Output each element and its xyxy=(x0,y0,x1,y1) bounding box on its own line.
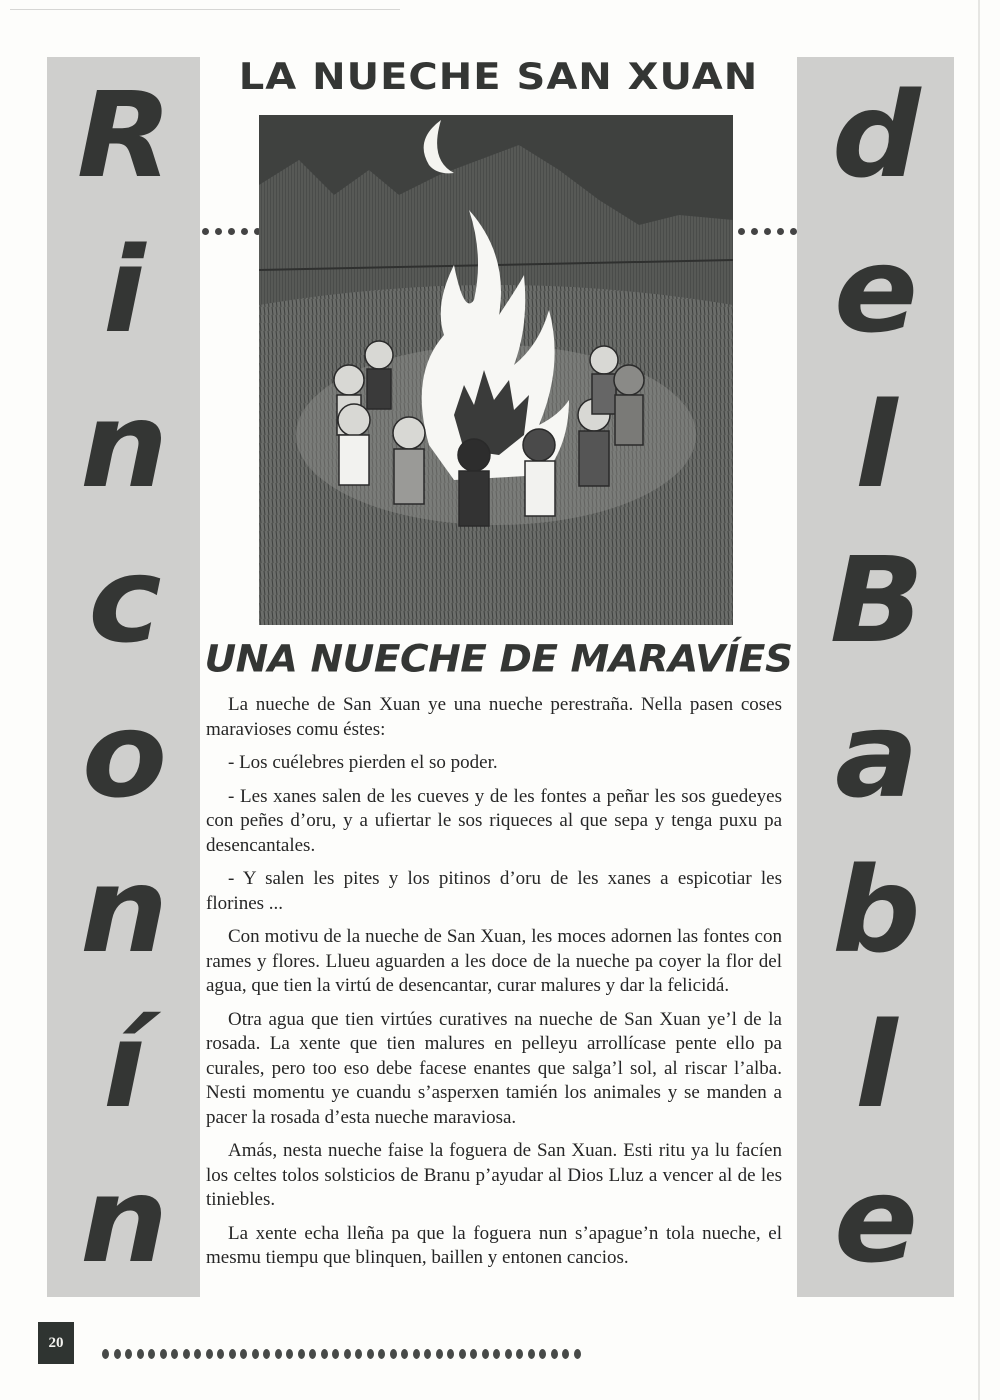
dot xyxy=(137,1349,144,1359)
dot xyxy=(321,1349,328,1359)
top-rule xyxy=(10,9,400,10)
side-column-right xyxy=(797,57,954,1297)
dot xyxy=(470,1349,477,1359)
dot xyxy=(790,228,797,235)
side-letter: e xyxy=(834,1150,917,1289)
dot xyxy=(447,1349,454,1359)
side-letter: n xyxy=(80,375,167,514)
dot xyxy=(183,1349,190,1359)
dot xyxy=(114,1349,121,1359)
page-edge xyxy=(978,0,980,1400)
dot xyxy=(275,1349,282,1359)
dot xyxy=(148,1349,155,1359)
dot xyxy=(413,1349,420,1359)
dot-divider-right xyxy=(738,228,797,235)
dot xyxy=(332,1349,339,1359)
bonfire-illustration xyxy=(259,115,733,625)
dot xyxy=(738,228,745,235)
dot xyxy=(206,1349,213,1359)
side-letter: B xyxy=(829,530,922,669)
side-letter: c xyxy=(87,530,160,669)
dot xyxy=(286,1349,293,1359)
dot xyxy=(217,1349,224,1359)
dot xyxy=(528,1349,535,1359)
side-letter: i xyxy=(103,220,144,359)
page-number: 20 xyxy=(38,1322,74,1364)
dot xyxy=(309,1349,316,1359)
dot xyxy=(493,1349,500,1359)
dot xyxy=(215,228,222,235)
footer-dot-row xyxy=(102,1349,581,1359)
dot xyxy=(764,228,771,235)
dot xyxy=(241,228,248,235)
dot xyxy=(390,1349,397,1359)
dot xyxy=(482,1349,489,1359)
side-letter: a xyxy=(834,685,917,824)
dot xyxy=(401,1349,408,1359)
side-letter: n xyxy=(80,1150,167,1289)
dot xyxy=(777,228,784,235)
dot xyxy=(424,1349,431,1359)
side-letter: l xyxy=(855,995,896,1134)
side-letter: o xyxy=(81,685,166,824)
dot xyxy=(125,1349,132,1359)
side-column-left xyxy=(47,57,200,1297)
paragraph: La nueche de San Xuan ye una nueche perestraña. Nella pasen coses maravioses comu éstes: xyxy=(206,694,782,740)
dot xyxy=(202,228,209,235)
dot xyxy=(102,1349,109,1359)
dot xyxy=(171,1349,178,1359)
article-body xyxy=(206,693,782,1280)
paragraph: La xente echa lleña pa que la foguera nun s’apague’n tola nueche, el mesmu tiempu que blinquen, baillen y entonen cancios. xyxy=(206,1222,782,1268)
dot xyxy=(344,1349,351,1359)
dot xyxy=(459,1349,466,1359)
side-letter: í xyxy=(103,995,144,1134)
dot-divider-left xyxy=(202,228,261,235)
dot xyxy=(252,1349,259,1359)
side-letter: l xyxy=(855,375,896,514)
dot xyxy=(367,1349,374,1359)
dot xyxy=(240,1349,247,1359)
paragraph: - Les xanes salen de les cueves y de les fontes a peñar les sos guedeyes con peñes d’oru, y a ufiertar le sos riqueces al que sepa y tenga puxu pa desencantales. xyxy=(206,785,782,856)
paragraph: Con motivu de la nueche de San Xuan, les moces adornen las fontes con rames y flores. Llueu aguarden a les doce de la nueche pa coyer la flor del agua, que tien la virtú de desencantar, curar malures y dar la felicidá. xyxy=(206,926,782,996)
dot xyxy=(378,1349,385,1359)
dot xyxy=(574,1349,581,1359)
dot xyxy=(229,1349,236,1359)
side-letter: R xyxy=(76,65,171,204)
paragraph: - Y salen les pites y los pitinos d’oru de les xanes a espicotiar les florines ... xyxy=(206,868,782,914)
dot xyxy=(751,228,758,235)
paragraph: Otra agua que tien virtúes curatives na nueche de San Xuan ye’l de la rosada. La xente que tien malures en pelleyu arrollícase pente ello pa curales, pero too eso debe facese enantes que salga’l sol, al riscar l’alba. Nesti momentu ye cuandu s’asperxen tamién los animales y se manden a pacer la rosada d’esta nueche maraviosa. xyxy=(206,1008,782,1128)
dot xyxy=(539,1349,546,1359)
dot xyxy=(516,1349,523,1359)
dot xyxy=(160,1349,167,1359)
side-letter: e xyxy=(834,220,917,359)
paragraph: - Los cuélebres pierden el so poder. xyxy=(228,752,498,773)
dot xyxy=(263,1349,270,1359)
dot xyxy=(505,1349,512,1359)
dot xyxy=(562,1349,569,1359)
dot xyxy=(194,1349,201,1359)
dot xyxy=(228,228,235,235)
side-letter: n xyxy=(80,840,167,979)
dot xyxy=(551,1349,558,1359)
dot xyxy=(298,1349,305,1359)
page-title: LA NUECHE SAN XUAN xyxy=(238,55,759,99)
dot xyxy=(436,1349,443,1359)
paragraph: Amás, nesta nueche faise la foguera de San Xuan. Esti ritu ya lu facíen los celtes tolos solsticios de Branu p’ayudar al Dios Lluz a vencer al de les tiniebles. xyxy=(206,1140,782,1210)
side-letter: b xyxy=(832,840,919,979)
section-heading: UNA NUECHE DE MARAVÍES xyxy=(204,638,793,681)
dot xyxy=(355,1349,362,1359)
side-letter: d xyxy=(832,65,919,204)
